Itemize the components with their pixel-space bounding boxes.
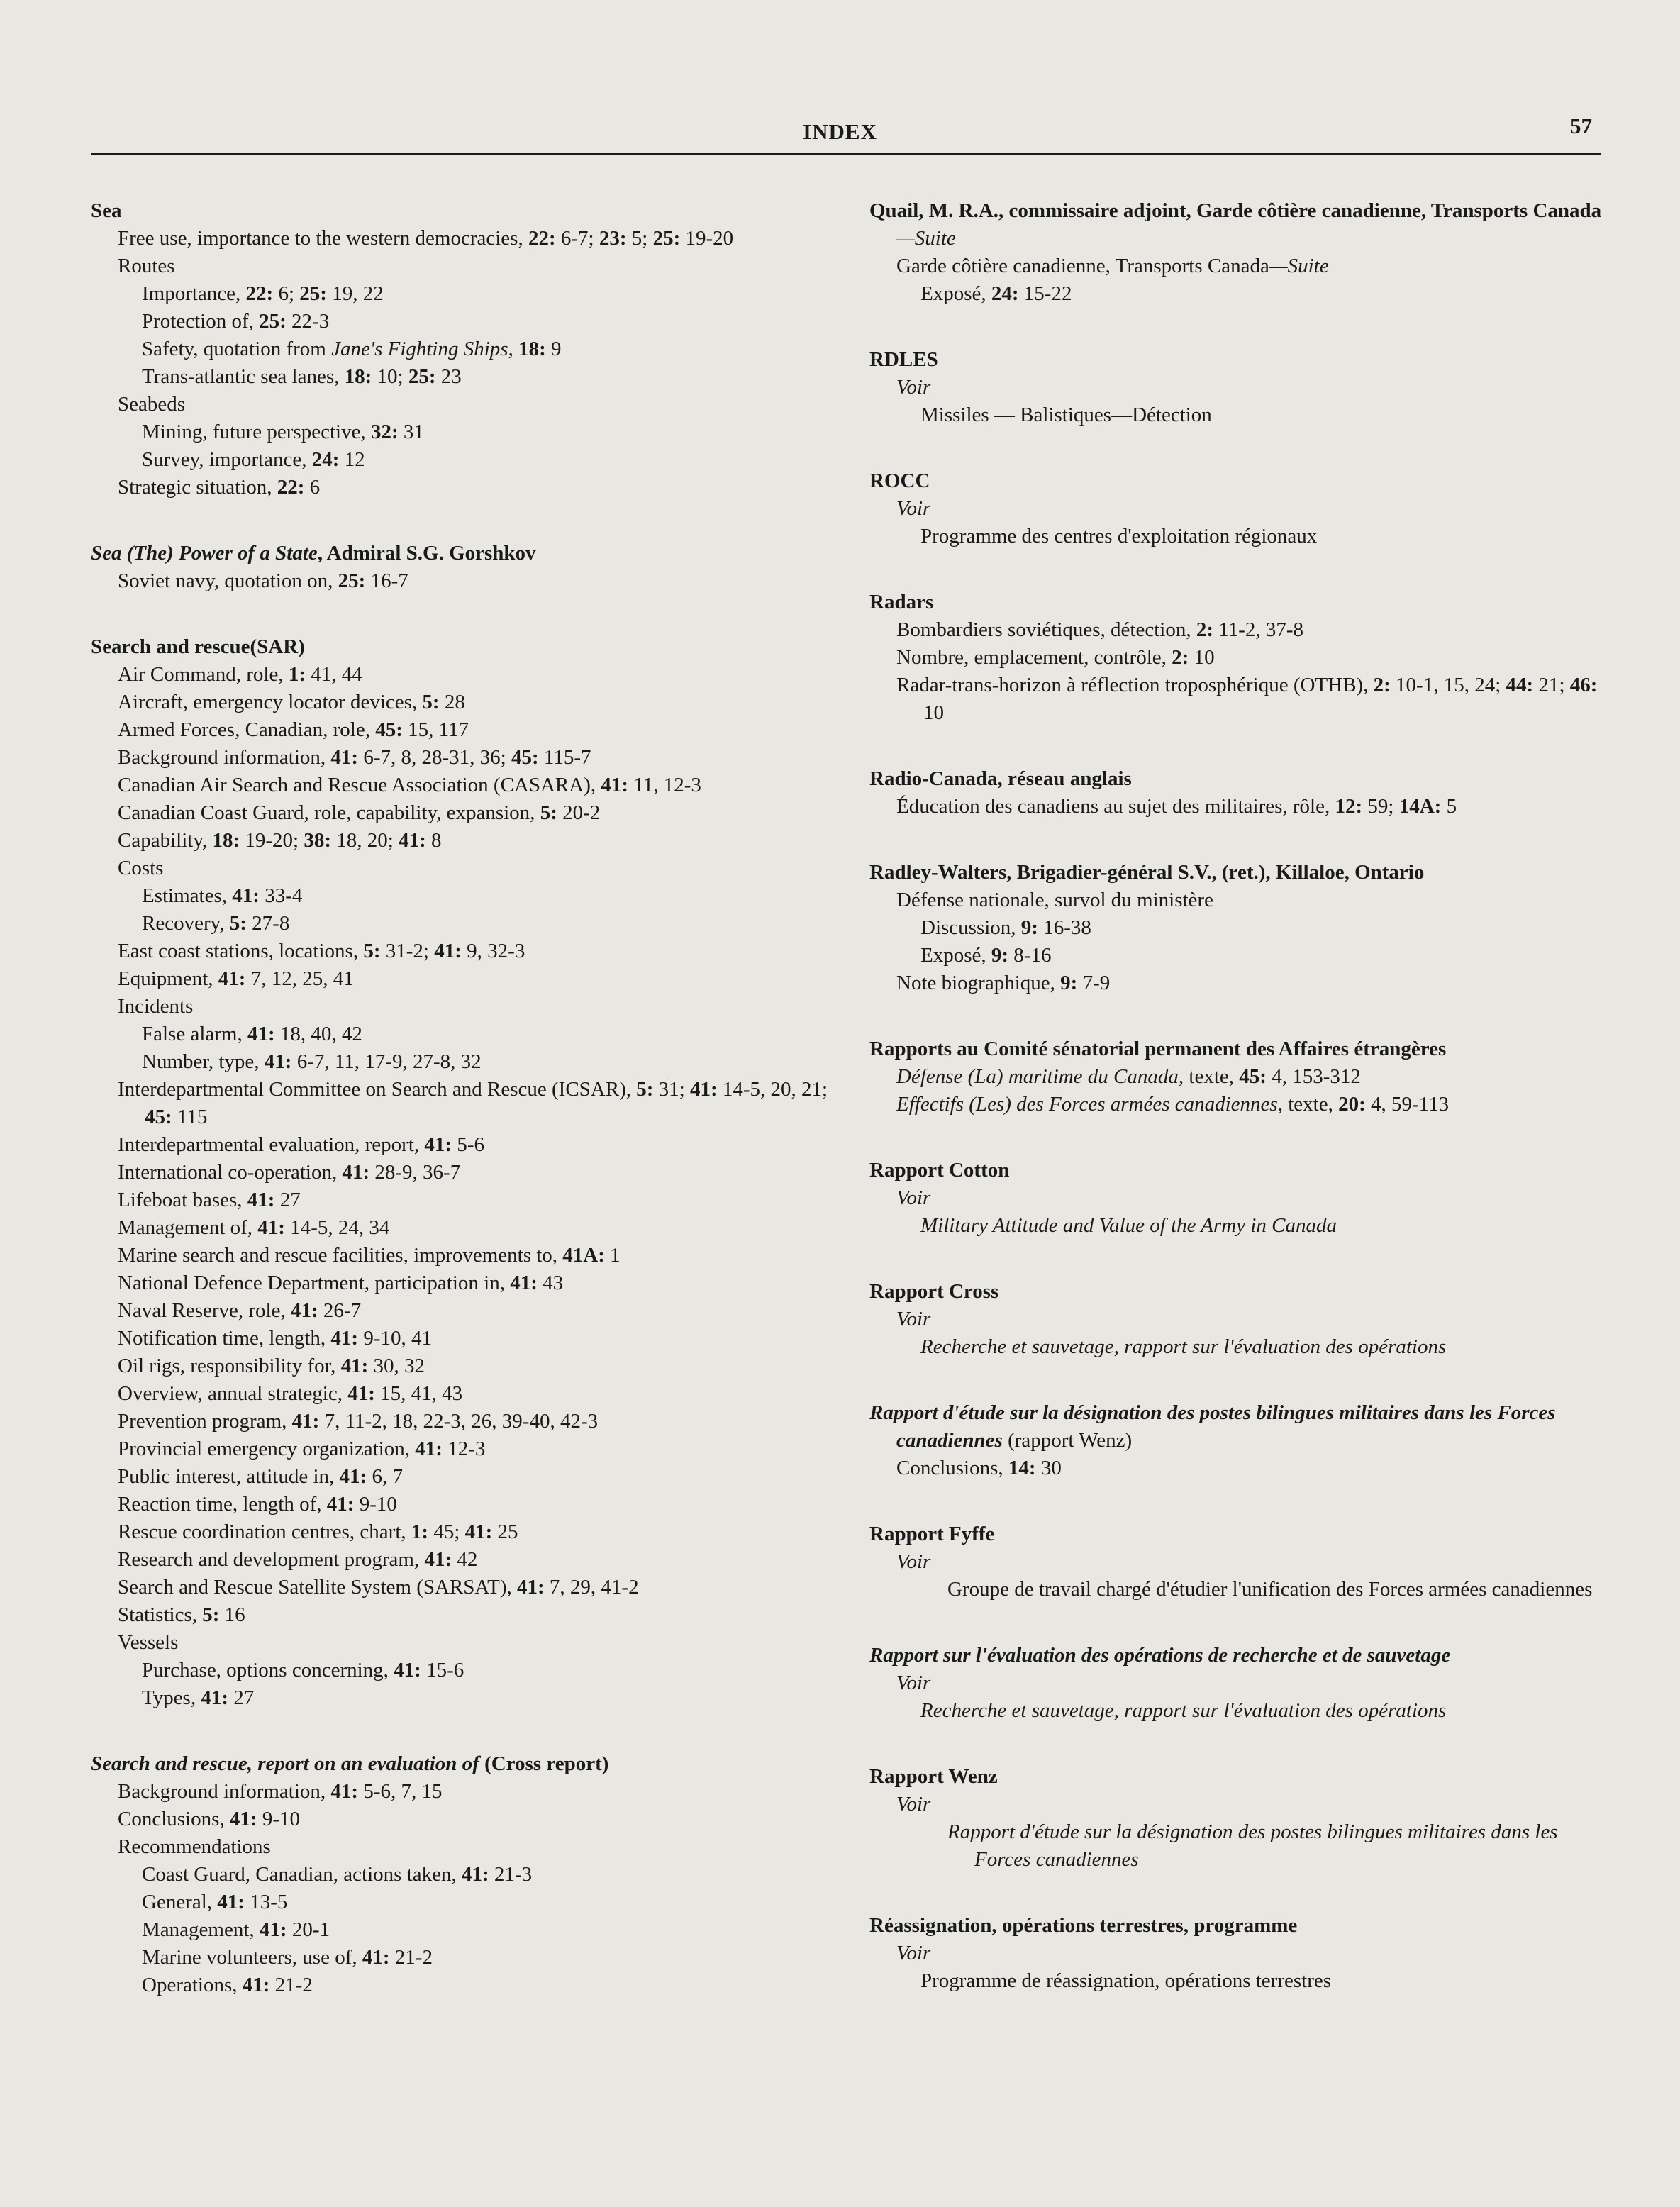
subentry: Capability, 18: 19-20; 38: 18, 20; 41: 8 <box>118 829 442 852</box>
header-rule <box>91 153 1601 155</box>
subentry: Prevention program, 41: 7, 11-2, 18, 22-3, 26, 39-40, 42-3 <box>118 1410 599 1433</box>
entry-heading: Sea (The) Power of a State, Admiral S.G. Gorshkov <box>91 542 536 565</box>
entry-heading: Radars <box>869 591 934 613</box>
entry-heading: Réassignation, opérations terrestres, programme <box>869 1914 1298 1937</box>
subentry: East coast stations, locations, 5: 31-2; 41: 9, 32-3 <box>118 940 525 962</box>
entry-rapport-wenz <box>869 1763 1614 1874</box>
subentry: Importance, 22: 6; 25: 19, 22 <box>142 282 384 305</box>
entry-heading: Rapport Fyffe <box>869 1523 995 1545</box>
subentry: Reaction time, length of, 41: 9-10 <box>118 1493 397 1516</box>
subentry: Recovery, 5: 27-8 <box>142 912 290 935</box>
page-header-title: INDEX <box>803 119 877 144</box>
subentry: Canadian Coast Guard, role, capability, expansion, 5: 20-2 <box>118 801 601 824</box>
subentry: Conclusions, 14: 30 <box>896 1457 1062 1479</box>
see-target: Recherche et sauvetage, rapport sur l'évaluation des opérations <box>920 1699 1447 1722</box>
subentry: Marine search and rescue facilities, improvements to, 41A: 1 <box>118 1244 621 1267</box>
subentry: Mining, future perspective, 32: 31 <box>142 421 424 443</box>
subentry: Exposé, 9: 8-16 <box>920 944 1052 967</box>
subentry: Nombre, emplacement, contrôle, 2: 10 <box>896 646 1215 669</box>
entry-heading: Quail, M. R.A., commissaire adjoint, Garde côtière canadienne, Transports Canada—Suite <box>869 199 1602 250</box>
subentry: Notification time, length, 41: 9-10, 41 <box>118 1327 433 1350</box>
see-reference: Voir <box>896 1672 931 1694</box>
subentry: Vessels <box>118 1631 179 1654</box>
subentry: Incidents <box>118 995 194 1018</box>
subentry: Costs <box>118 857 164 879</box>
entry-heading: ROCC <box>869 469 930 492</box>
entry-rapports-comite <box>869 1035 1614 1118</box>
subentry: Research and development program, 41: 42 <box>118 1548 478 1571</box>
left-column <box>91 197 842 2038</box>
entry-heading: Rapport sur l'évaluation des opérations de recherche et de sauvetage <box>869 1644 1451 1667</box>
subentry: Number, type, 41: 6-7, 11, 17-9, 27-8, 32 <box>142 1050 482 1073</box>
subentry: Survey, importance, 24: 12 <box>142 448 365 471</box>
entry-heading: Search and rescue, report on an evaluation of (Cross report) <box>91 1752 609 1775</box>
subentry: Soviet navy, quotation on, 25: 16-7 <box>118 569 408 592</box>
see-target: Rapport d'étude sur la désignation des postes bilingues militaires dans les Forces canadiennes <box>947 1820 1558 1871</box>
subentry: Seabeds <box>118 393 186 416</box>
subentry: Provincial emergency organization, 41: 12-3 <box>118 1438 486 1460</box>
see-reference: Voir <box>896 1308 931 1330</box>
see-reference: Voir <box>896 497 931 520</box>
subentry: Aircraft, emergency locator devices, 5: 28 <box>118 691 465 713</box>
subentry: Equipment, 41: 7, 12, 25, 41 <box>118 967 354 990</box>
page-number: 57 <box>1570 113 1592 138</box>
subentry: Conclusions, 41: 9-10 <box>118 1808 300 1830</box>
subentry: General, 41: 13-5 <box>142 1891 288 1913</box>
entry-sea <box>91 197 842 501</box>
entry-quail <box>869 197 1614 308</box>
subentry: Coast Guard, Canadian, actions taken, 41: 21-3 <box>142 1863 533 1886</box>
subentry: Background information, 41: 6-7, 8, 28-31, 36; 45: 115-7 <box>118 746 591 769</box>
subentry: Défense nationale, survol du ministère <box>896 889 1213 911</box>
subentry: Routes <box>118 255 175 277</box>
entry-radley-walters <box>869 859 1614 997</box>
entry-rapport-cross <box>869 1278 1614 1361</box>
entry-radio-canada <box>869 765 1614 821</box>
see-reference: Voir <box>896 1550 931 1573</box>
subentry: Lifeboat bases, 41: 27 <box>118 1189 301 1211</box>
subentry: Management, 41: 20-1 <box>142 1918 330 1941</box>
entry-heading: Rapport d'étude sur la désignation des postes bilingues militaires dans les Forces canadiennes (rapport Wenz) <box>869 1401 1556 1452</box>
subentry: Garde côtière canadienne, Transports Canada—Suite <box>896 255 1329 277</box>
subentry: Background information, 41: 5-6, 7, 15 <box>118 1780 443 1803</box>
see-reference: Voir <box>896 376 931 399</box>
entry-sar-report <box>91 1750 842 1999</box>
entry-heading: Rapport Wenz <box>869 1765 998 1788</box>
entry-heading: RDLES <box>869 348 938 371</box>
entry-rapport-evaluation <box>869 1642 1614 1725</box>
entry-heading: Sea <box>91 199 122 222</box>
subentry: Free use, importance to the western democracies, 22: 6-7; 23: 5; 25: 19-20 <box>118 227 734 250</box>
see-reference: Voir <box>896 1793 931 1816</box>
subentry: Trans-atlantic sea lanes, 18: 10; 25: 23 <box>142 365 462 388</box>
entry-heading: Radley-Walters, Brigadier-général S.V., (ret.), Killaloe, Ontario <box>869 861 1425 884</box>
see-target: Missiles — Balistiques—Détection <box>920 404 1212 426</box>
subentry: Marine volunteers, use of, 41: 21-2 <box>142 1946 433 1969</box>
see-target: Military Attitude and Value of the Army in Canada <box>920 1214 1337 1237</box>
subentry: Radar-trans-horizon à réflection troposphérique (OTHB), 2: 10-1, 15, 24; 44: 21; 46: 10 <box>896 674 1598 724</box>
entry-heading: Search and rescue(SAR) <box>91 635 305 658</box>
right-column <box>869 197 1614 2033</box>
subentry: Interdepartmental evaluation, report, 41: 5-6 <box>118 1133 484 1156</box>
entry-rapport-fyffe <box>869 1521 1614 1603</box>
subentry: Note biographique, 9: 7-9 <box>896 972 1111 994</box>
subentry: Défense (La) maritime du Canada, texte, 45: 4, 153-312 <box>896 1065 1361 1088</box>
subentry: Effectifs (Les) des Forces armées canadiennes, texte, 20: 4, 59-113 <box>896 1093 1450 1116</box>
entry-heading: Rapports au Comité sénatorial permanent des Affaires étrangères <box>869 1038 1447 1060</box>
subentry: Protection of, 25: 22-3 <box>142 310 330 333</box>
subentry: International co-operation, 41: 28-9, 36-7 <box>118 1161 461 1184</box>
subentry: Types, 41: 27 <box>142 1686 255 1709</box>
subentry: Naval Reserve, role, 41: 26-7 <box>118 1299 362 1322</box>
subentry: Air Command, role, 1: 41, 44 <box>118 663 362 686</box>
entry-rapport-cotton <box>869 1157 1614 1240</box>
subentry: Estimates, 41: 33-4 <box>142 884 303 907</box>
see-target: Programme de réassignation, opérations terrestres <box>920 1969 1332 1992</box>
subentry: Oil rigs, responsibility for, 41: 30, 32 <box>118 1355 425 1377</box>
subentry: Rescue coordination centres, chart, 1: 45; 41: 25 <box>118 1521 518 1543</box>
entry-rdles <box>869 346 1614 429</box>
subentry: Search and Rescue Satellite System (SARSAT), 41: 7, 29, 41-2 <box>118 1576 639 1599</box>
entry-rocc <box>869 467 1614 550</box>
subentry: False alarm, 41: 18, 40, 42 <box>142 1023 362 1045</box>
subentry: Canadian Air Search and Rescue Association (CASARA), 41: 11, 12-3 <box>118 774 701 796</box>
subentry: Interdepartmental Committee on Search and Rescue (ICSAR), 5: 31; 41: 14-5, 20, 21; 45: 115 <box>118 1078 828 1128</box>
see-target: Programme des centres d'exploitation régionaux <box>920 525 1318 547</box>
see-target: Groupe de travail chargé d'étudier l'unification des Forces armées canadiennes <box>947 1578 1593 1601</box>
subentry: Bombardiers soviétiques, détection, 2: 11-2, 37-8 <box>896 618 1303 641</box>
entry-reassignation <box>869 1912 1614 1995</box>
subentry: Statistics, 5: 16 <box>118 1603 245 1626</box>
entry-heading: Rapport Cross <box>869 1280 999 1303</box>
entry-heading: Rapport Cotton <box>869 1159 1010 1182</box>
subentry: Overview, annual strategic, 41: 15, 41, 43 <box>118 1382 463 1405</box>
subentry: Strategic situation, 22: 6 <box>118 476 321 499</box>
entry-sea-power <box>91 540 842 595</box>
subentry: Exposé, 24: 15-22 <box>920 282 1072 305</box>
subentry: Armed Forces, Canadian, role, 45: 15, 117 <box>118 718 469 741</box>
subentry: Management of, 41: 14-5, 24, 34 <box>118 1216 390 1239</box>
subentry: Operations, 41: 21-2 <box>142 1974 313 1996</box>
subentry: Public interest, attitude in, 41: 6, 7 <box>118 1465 403 1488</box>
subentry: Éducation des canadiens au sujet des militaires, rôle, 12: 59; 14A: 5 <box>896 795 1457 818</box>
entry-rapport-etude <box>869 1399 1614 1482</box>
entry-radars <box>869 589 1614 727</box>
subentry: Discussion, 9: 16-38 <box>920 916 1091 939</box>
subentry: Safety, quotation from Jane's Fighting Ships, 18: 9 <box>142 338 562 360</box>
subentry: Recommendations <box>118 1835 271 1858</box>
see-reference: Voir <box>896 1186 931 1209</box>
see-target: Recherche et sauvetage, rapport sur l'évaluation des opérations <box>920 1335 1447 1358</box>
entry-heading: Radio-Canada, réseau anglais <box>869 767 1132 790</box>
subentry: National Defence Department, participation in, 41: 43 <box>118 1272 564 1294</box>
entry-search-and-rescue <box>91 633 842 1712</box>
subentry: Purchase, options concerning, 41: 15-6 <box>142 1659 464 1681</box>
see-reference: Voir <box>896 1942 931 1964</box>
